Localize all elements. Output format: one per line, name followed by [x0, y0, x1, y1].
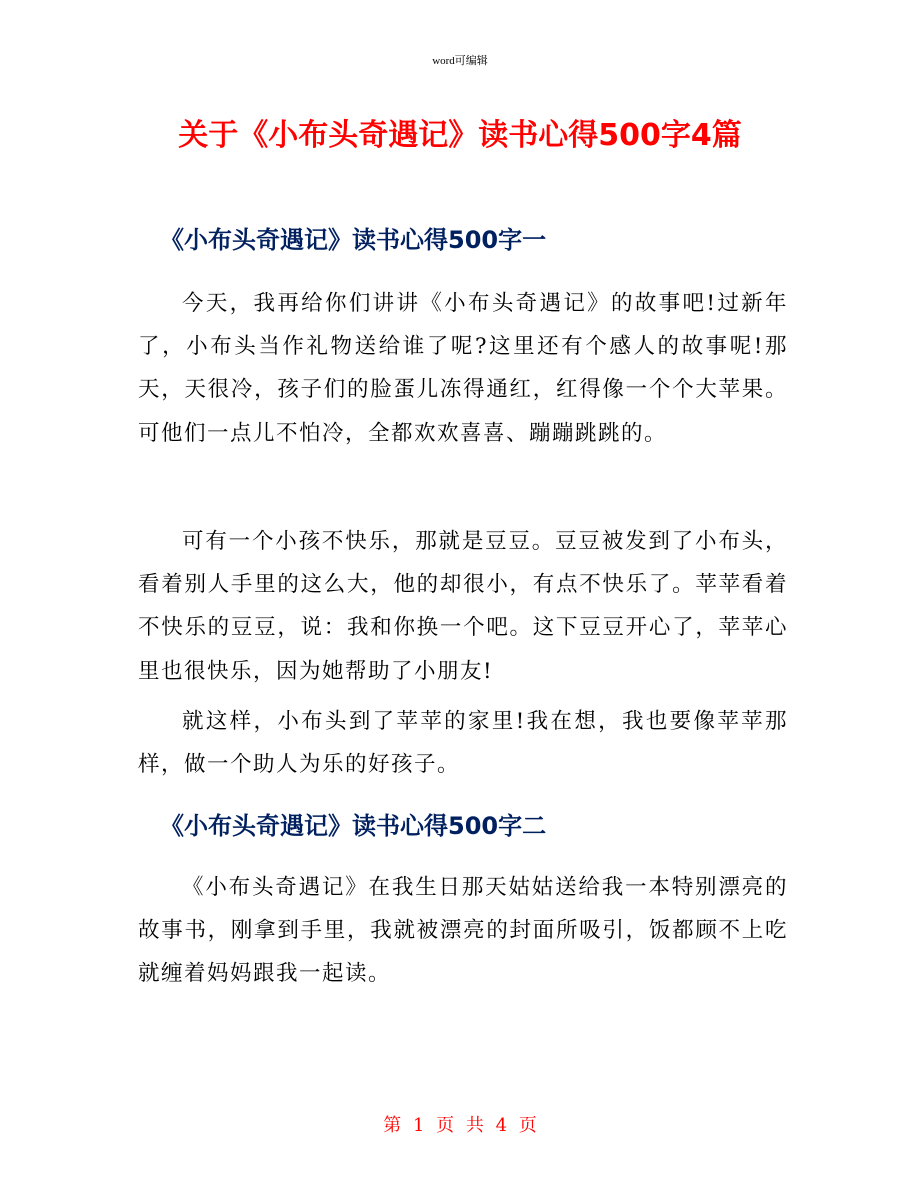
section-1-paragraph-3: 就这样，小布头到了苹苹的家里!我在想，我也要像苹苹那样，做一个助人为乐的好孩子。	[138, 709, 788, 778]
document-title: 关于《小布头奇遇记》读书心得500字4篇	[178, 118, 742, 153]
page-header: word可编辑	[432, 55, 488, 67]
section-heading-1: 《小布头奇遇记》读书心得500字一	[160, 226, 547, 254]
section-1-paragraph-1: 今天，我再给你们讲讲《小布头奇遇记》的故事吧!过新年了，小布头当作礼物送给谁了呢?这里还有个感人的故事呢!那天，天很冷，孩子们的脸蛋儿冻得通红，红得像一个个大苹果。可他们一点儿不怕冷，全都欢欢喜喜、蹦蹦跳跳的。	[138, 291, 788, 446]
section-2-paragraph-1: 《小布头奇遇记》在我生日那天姑姑送给我一本特别漂亮的故事书，刚拿到手里，我就被漂亮的封面所吸引，饭都顾不上吃就缠着妈妈跟我一起读。	[138, 875, 788, 987]
section-1-paragraph-2: 可有一个小孩不快乐，那就是豆豆。豆豆被发到了小布头，看着别人手里的这么大，他的却很小，有点不快乐了。苹苹看着不快乐的豆豆，说：我和你换一个吧。这下豆豆开心了，苹苹心里也很快乐，因为她帮助了小朋友!	[138, 529, 788, 684]
section-heading-2: 《小布头奇遇记》读书心得500字二	[160, 812, 547, 840]
page-footer: 第 1 页 共 4 页	[383, 1115, 537, 1136]
